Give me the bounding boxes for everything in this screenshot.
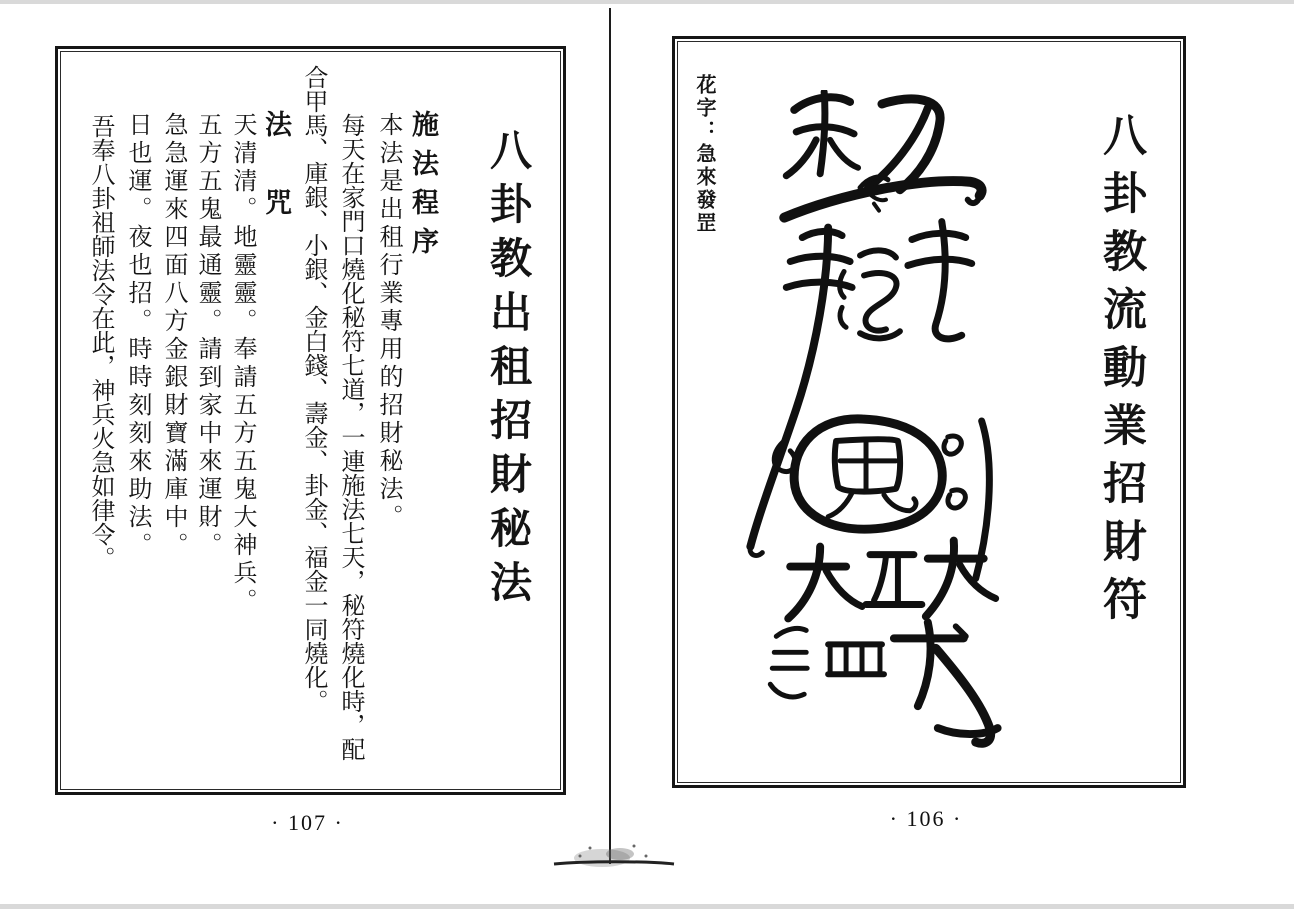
section-heading-incantation: 法 咒 <box>261 110 291 227</box>
text-column: 吾奉八卦祖師法令在此，神兵火急如律令。 <box>87 114 113 570</box>
text-column: 每天在家門口燒化秘符七道，一連施法七天，秘符燒化時，配 <box>337 113 363 761</box>
page-number-left: · 107 · <box>271 810 344 835</box>
right-page-title: 八卦教流動業招財符 <box>1096 112 1145 634</box>
text-column: 本法是出租行業專用的招財秘法。 <box>375 112 401 532</box>
text-column: 天清清。地靈靈。奉請五方五鬼大神兵。 <box>229 112 255 616</box>
section-heading-procedure: 施法程序 <box>408 110 438 266</box>
text-column: 急急運來四面八方金銀財寶滿庫中。 <box>160 112 186 560</box>
talisman-calligraphy <box>728 90 1016 758</box>
scan-edge-bottom <box>0 904 1294 909</box>
page-number-right: · 106 · <box>889 806 963 831</box>
text-column: 合甲馬、庫銀、小銀、金白錢、壽金、卦金、福金一同燒化。 <box>300 65 326 713</box>
binding-line <box>609 8 611 864</box>
talisman-annotation: 花字：急來發罡 <box>693 74 715 235</box>
scan-edge-top <box>0 0 1294 4</box>
text-column: 日也運。夜也招。時時刻刻來助法。 <box>124 112 150 560</box>
ink-smudge <box>550 838 680 880</box>
left-page-title: 八卦教出租招財秘法 <box>484 128 530 614</box>
text-column: 五方五鬼最通靈。請到家中來運財。 <box>194 112 220 560</box>
